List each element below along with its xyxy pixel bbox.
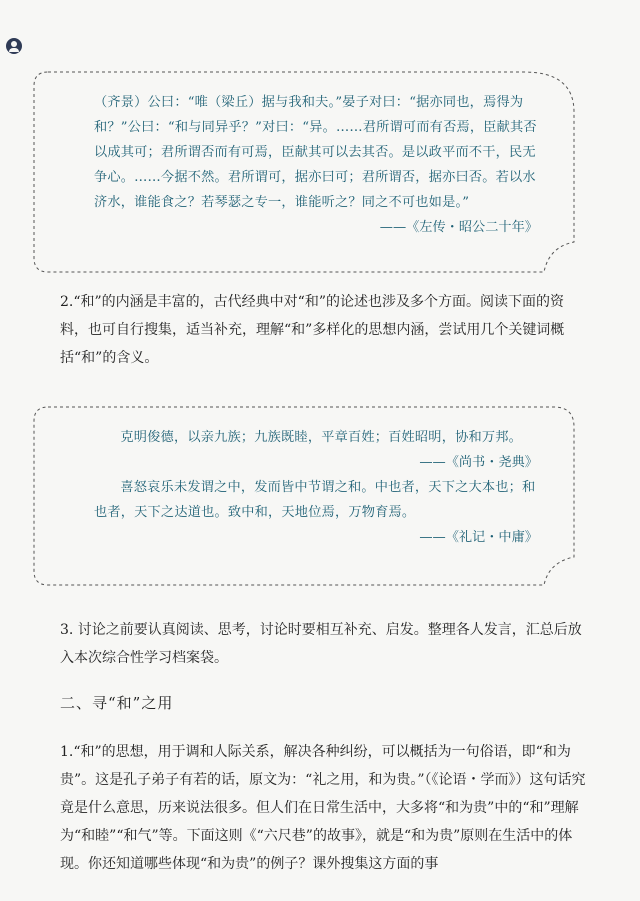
shangshu-quote <box>94 425 538 450</box>
section-paragraph-1 <box>60 738 590 878</box>
user-icon <box>6 38 22 54</box>
zuozhuan-quote: （齐景）公曰：“唯（梁丘）据与我和夫。”晏子对曰：“据亦同也，焉得为和？”公曰：“和与同异乎？”对曰：“异。……君所谓可而有否焉，臣献其否以成其可；君所谓否而有可焉，臣献其可以去其否。是以政平而不干，民无争心。……今据不然。君所谓可，据亦曰可；君所谓否，据亦曰否。若以水济水，谁能食之？若琴瑟之专一，谁能听之？同之不可也如是。” <box>94 95 537 210</box>
zhongyong-quote <box>94 475 538 525</box>
zhongyong-source: ——《礼记・中庸》 <box>419 530 538 545</box>
zhongyong-quote-text: 喜怒哀乐未发谓之中，发而皆中节谓之和。中也者，天下之大本也；和也者，天下之达道也。致中和，天地位焉，万物育焉。 <box>94 480 536 520</box>
zuozhuan-source: ——《左传・昭公二十年》 <box>379 220 538 235</box>
shangshu-quote-text: 克明俊德，以亲九族；九族既睦，平章百姓；百姓昭明，协和万邦。 <box>120 430 523 445</box>
shangshu-source: ——《尚书・尧典》 <box>419 455 538 470</box>
instruction-2 <box>60 288 590 372</box>
quote-box-zuozhuan <box>34 72 574 272</box>
instruction-3-text: 3. 讨论之前要认真阅读、思考，讨论时要相互补充、启发。整理各人发言，汇总后放入本次综合性学习档案袋。 <box>60 622 582 666</box>
instruction-3 <box>60 616 590 672</box>
section-paragraph-1-text: 1.“和”的思想，用于调和人际关系，解决各种纠纷，可以概括为一句俗语，即“和为贵”。这是孔子弟子有若的话，原文为：“礼之用，和为贵。”（《论语・学而》）这句话究竟是什么意思，历来说法很多。但人们在日常生活中，大多将“和为贵”中的“和”理解为“和睦”“和气”等。下面这则《“六尺巷”的故事》，就是“和为贵”原则在生活中的体现。你还知道哪些体现“和为贵”的例子？课外搜集这方面的事 <box>60 744 586 872</box>
quote-box-classics <box>34 407 574 585</box>
section-heading: 二、寻“和”之用 <box>60 694 174 712</box>
instruction-2-text: 2.“和”的内涵是丰富的，古代经典中对“和”的论述也涉及多个方面。阅读下面的资料，也可自行搜集，适当补充，理解“和”多样化的思想内涵，尝试用几个关键词概括“和”的含义。 <box>60 294 565 366</box>
